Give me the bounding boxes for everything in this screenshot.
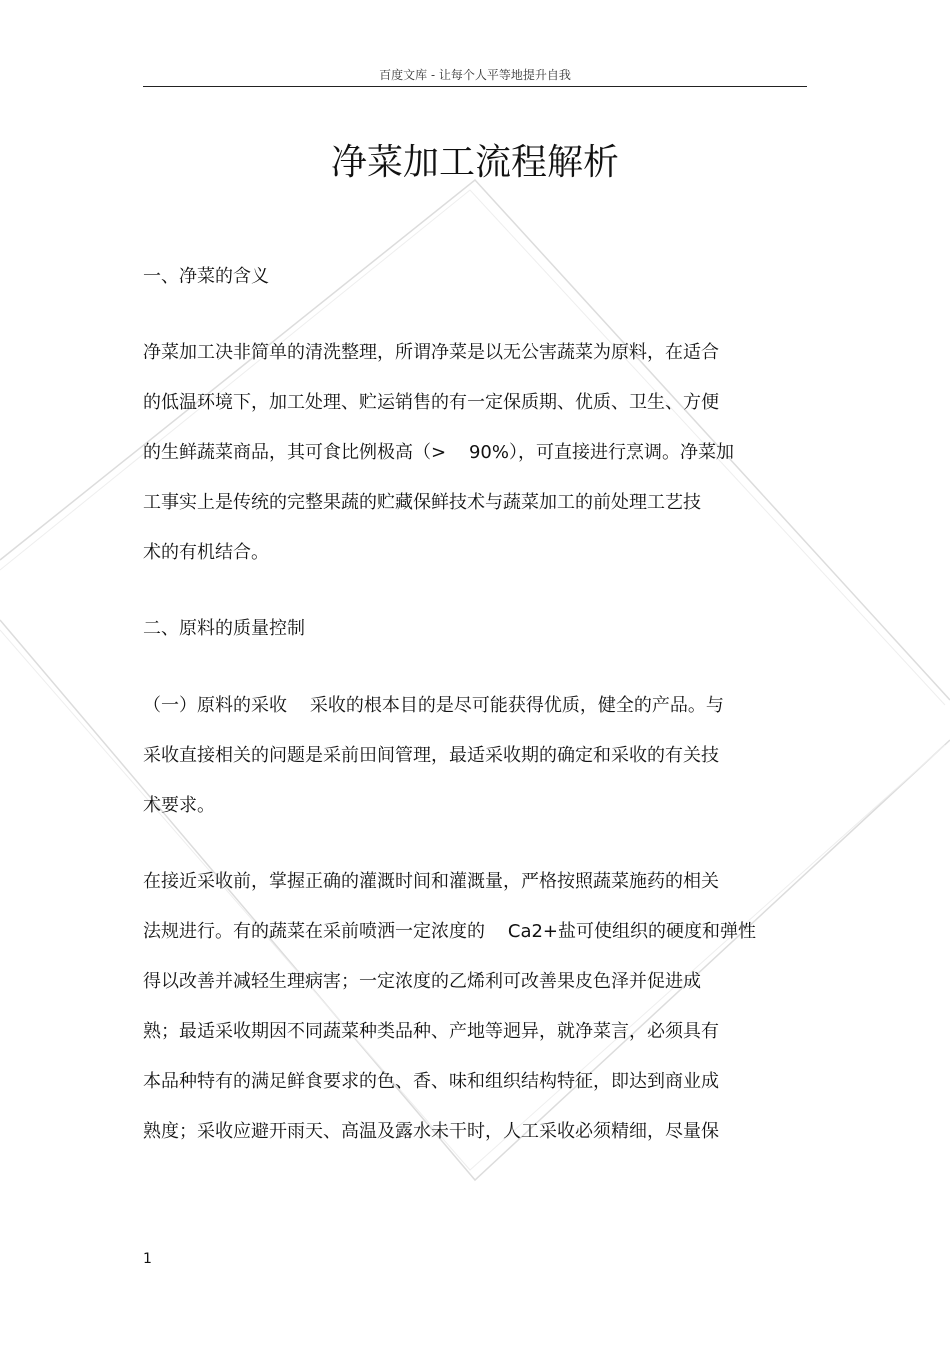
document-title: 净菜加工流程解析 [330,142,619,183]
paragraph-line: 术的有机结合。 [143,542,269,563]
paragraph-line: 采收直接相关的问题是采前田间管理，最适采收期的确定和采收的有关技 [143,745,719,766]
paragraph-line: 熟度；采收应避开雨天、高温及露水未干时，人工采收必须精细，尽量保 [143,1121,719,1142]
paragraph-line: 工事实上是传统的完整果蔬的贮藏保鲜技术与蔬菜加工的前处理工艺技 [143,492,701,513]
paragraph-line: 净菜加工决非简单的清洗整理，所谓净菜是以无公害蔬菜为原料，在适合 [143,342,719,363]
paragraph-line: 法规进行。有的蔬菜在采前喷洒一定浓度的 Ca2+盐可使组织的硬度和弹性 [143,921,757,942]
paragraph-line: 的生鲜蔬菜商品，其可食比例极高（> 90%），可直接进行烹调。净菜加 [143,442,734,463]
page-header: 百度文库 - 让每个人平等地提升自我 [379,68,571,82]
page-number: 1 [143,1251,152,1267]
section-heading: 二、原料的质量控制 [143,618,305,639]
paragraph-line: （一）原料的采收 采收的根本目的是尽可能获得优质，健全的产品。与 [143,695,724,716]
header-rule [143,86,807,87]
paragraph-line: 熟；最适采收期因不同蔬菜种类品种、产地等迥异，就净菜言，必须具有 [143,1021,719,1042]
paragraph-line: 本品种特有的满足鲜食要求的色、香、味和组织结构特征，即达到商业成 [143,1071,719,1092]
section-heading: 一、净菜的含义 [143,266,269,287]
paragraph-line: 的低温环境下，加工处理、贮运销售的有一定保质期、优质、卫生、方便 [143,392,719,413]
paragraph-line: 术要求。 [143,795,215,816]
paragraph-line: 得以改善并减轻生理病害；一定浓度的乙烯利可改善果皮色泽并促进成 [143,971,701,992]
paragraph-line: 在接近采收前，掌握正确的灌溉时间和灌溉量，严格按照蔬菜施药的相关 [143,871,719,892]
